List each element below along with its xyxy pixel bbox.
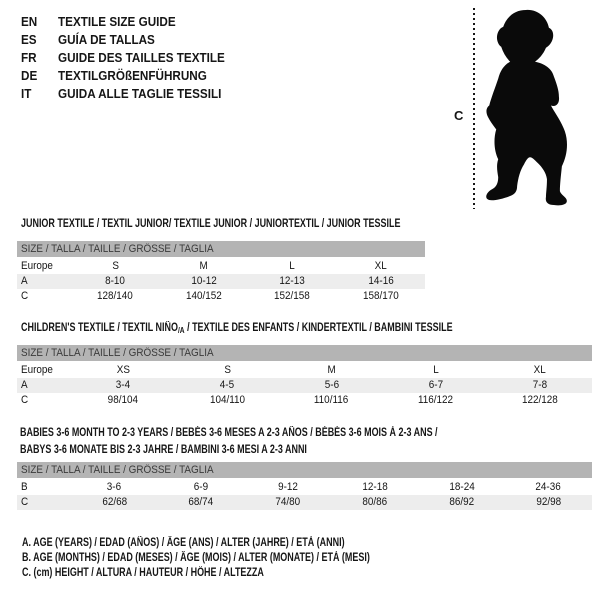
- table-cell: [337, 289, 426, 304]
- size-header-text: SIZE / TALLA / TAILLE / GRÖSSE / TAGLIA: [21, 347, 214, 359]
- table-cell: [71, 274, 160, 289]
- table-row: [17, 289, 425, 304]
- table-cell: [175, 393, 279, 408]
- cell-text: 14-16: [368, 275, 394, 287]
- table-cell: [384, 363, 488, 378]
- cell-text: 140/152: [185, 290, 222, 302]
- table-cell: [158, 480, 245, 495]
- cell-text: 80/86: [362, 496, 388, 508]
- size-header-bar: [17, 241, 425, 257]
- figure-height-label: C: [454, 108, 464, 123]
- table-cell: [248, 289, 337, 304]
- cell-text: 122/128: [522, 394, 558, 406]
- table-cell: [505, 480, 592, 495]
- section-title-line: [20, 442, 580, 459]
- table-cell: [488, 363, 592, 378]
- table-cell: [488, 393, 592, 408]
- language-code-text: IT: [21, 86, 32, 101]
- language-row: [21, 67, 243, 85]
- row-label-text: A: [21, 379, 28, 391]
- footnote-line: [22, 551, 468, 566]
- cell-text: 74/80: [275, 496, 301, 508]
- row-label-text: B: [21, 481, 28, 493]
- row-label-text: C: [21, 496, 29, 508]
- size-table: [17, 241, 425, 304]
- cell-text: 9-12: [278, 481, 298, 493]
- language-row: [21, 85, 243, 103]
- table-cell: [71, 378, 175, 393]
- language-row: [21, 31, 243, 49]
- table-cell: [337, 259, 426, 274]
- baby-silhouette-icon: [482, 9, 598, 207]
- title-segment: BABYS 3-6 MONATE BIS 2-3 JAHRE / BAMBINI 3-6 MESI A 2-3 ANNI: [20, 444, 307, 456]
- cell-text: 12-13: [279, 275, 305, 287]
- language-code-text: EN: [21, 14, 38, 29]
- table-row: [17, 259, 425, 274]
- table-cell: [71, 393, 175, 408]
- table-row: [17, 274, 425, 289]
- table-cell: [245, 480, 332, 495]
- footnote-text: C. (cm) HEIGHT / ALTURA / HAUTEUR / HÖHE / ALTEZZA: [22, 567, 264, 579]
- table-row: [17, 480, 592, 495]
- guide-title: [58, 13, 189, 31]
- row-label: [17, 289, 71, 304]
- cell-text: 6-7: [428, 379, 443, 391]
- language-title-list: [21, 13, 243, 103]
- row-label: [17, 259, 71, 274]
- cell-text: L: [432, 364, 439, 376]
- title-segment: JUNIOR TEXTILE / TEXTIL JUNIOR/ TEXTILE JUNIOR / JUNIORTEXTIL / JUNIOR TESSILE: [21, 218, 401, 230]
- cell-text: M: [199, 260, 208, 272]
- cell-text: 6-9: [194, 481, 209, 493]
- subscript-text: /A: [177, 325, 185, 335]
- table-cell: [158, 495, 245, 510]
- table-cell: [71, 259, 160, 274]
- table-cell: [248, 274, 337, 289]
- guide-title: [58, 67, 223, 85]
- table-row: [17, 393, 592, 408]
- row-label: [17, 393, 71, 408]
- cell-text: 24-36: [535, 481, 562, 493]
- title-segment: CHILDREN'S TEXTILE / TEXTIL NIÑO: [21, 322, 178, 334]
- table-cell: [505, 495, 592, 510]
- row-label-text: A: [21, 275, 28, 287]
- cell-text: 104/110: [209, 394, 245, 406]
- size-header-text: SIZE / TALLA / TAILLE / GRÖSSE / TAGLIA: [21, 464, 214, 476]
- cell-text: 116/122: [418, 394, 454, 406]
- footnote-line: [22, 566, 468, 581]
- cell-text: 3-6: [107, 481, 122, 493]
- cell-text: 62/68: [102, 496, 127, 508]
- language-code-text: ES: [21, 32, 37, 47]
- cell-text: 12-18: [362, 481, 388, 493]
- table-cell: [71, 495, 158, 510]
- cell-text: 4-5: [220, 379, 235, 391]
- table-row: [17, 378, 592, 393]
- cell-text: 92/98: [536, 496, 561, 508]
- table-cell: [160, 274, 249, 289]
- section-title: [21, 216, 461, 233]
- cell-text: 158/170: [362, 290, 399, 302]
- row-label-text: C: [21, 394, 29, 406]
- language-code: [21, 31, 58, 49]
- table-cell: [279, 363, 383, 378]
- footnotes: [22, 536, 468, 581]
- cell-text: S: [111, 260, 119, 272]
- cell-text: 8-10: [105, 275, 126, 287]
- table-cell: [245, 495, 332, 510]
- row-label: [17, 378, 71, 393]
- size-table: [17, 345, 592, 408]
- section-title-line: [20, 425, 580, 442]
- language-code-text: DE: [21, 68, 38, 83]
- row-label: [17, 495, 71, 510]
- table-cell: [337, 274, 426, 289]
- table-cell: [175, 363, 279, 378]
- guide-title-text: GUIDA ALLE TAGLIE TESSILI: [58, 86, 222, 101]
- section-title-line: [21, 216, 461, 233]
- cell-text: 10-12: [191, 275, 217, 287]
- guide-title: [58, 49, 243, 67]
- section-title: [21, 320, 581, 339]
- cell-text: S: [223, 364, 231, 376]
- language-code: [21, 67, 58, 85]
- footnote-text: B. AGE (MONTHS) / EDAD (MESES) / ÂGE (MOIS) / ALTER (MONATE) / ETÀ (MESI): [22, 552, 370, 564]
- table-cell: [331, 480, 418, 495]
- cell-text: 68/74: [188, 496, 214, 508]
- section-title-text: [20, 442, 307, 459]
- cell-text: 128/140: [97, 290, 134, 302]
- table-cell: [384, 393, 488, 408]
- cell-text: 3-4: [115, 379, 131, 391]
- language-row: [21, 13, 243, 31]
- cell-text: 5-6: [324, 379, 339, 391]
- section-title-text: [21, 216, 400, 233]
- row-label: [17, 274, 71, 289]
- title-segment: BABIES 3-6 MONTH TO 2-3 YEARS / BEBÉS 3-6 MESES A 2-3 AÑOS / BÉBÉS 3-6 MOIS À 2-3 ANS /: [20, 427, 438, 439]
- guide-title-text: GUIDE DES TAILLES TEXTILE: [58, 50, 225, 65]
- table-cell: [248, 259, 337, 274]
- table-cell: [488, 378, 592, 393]
- table-cell: [331, 495, 418, 510]
- section-title-text: [20, 425, 438, 442]
- size-table: [17, 462, 592, 510]
- language-row: [21, 49, 243, 67]
- table-row: [17, 495, 592, 510]
- table-cell: [418, 495, 505, 510]
- cell-text: L: [289, 260, 296, 272]
- cell-text: 98/104: [107, 394, 139, 406]
- language-code: [21, 49, 58, 67]
- row-label-text: Europe: [21, 364, 53, 376]
- cell-text: 110/116: [314, 394, 349, 406]
- row-label: [17, 480, 71, 495]
- table-cell: [279, 393, 383, 408]
- table-cell: [71, 289, 160, 304]
- guide-title: [58, 31, 166, 49]
- table-cell: [71, 363, 175, 378]
- table-cell: [71, 480, 158, 495]
- cell-text: 7-8: [532, 379, 548, 391]
- guide-title-text: GUÍA DE TALLAS: [58, 32, 155, 47]
- guide-title-text: TEXTILGRÖßENFÜHRUNG: [58, 68, 207, 83]
- footnote-text: A. AGE (YEARS) / EDAD (AÑOS) / ÂGE (ANS) / ALTER (JAHRE) / ETÀ (ANNI): [22, 537, 345, 549]
- guide-title: [58, 85, 240, 103]
- table-cell: [279, 378, 383, 393]
- table-cell: [384, 378, 488, 393]
- table-cell: [160, 259, 249, 274]
- language-code-text: FR: [21, 50, 37, 65]
- cell-text: XS: [116, 364, 130, 376]
- table-row: [17, 363, 592, 378]
- cell-text: 86/92: [449, 496, 475, 508]
- guide-title-text: TEXTILE SIZE GUIDE: [58, 14, 176, 29]
- cell-text: 18-24: [449, 481, 475, 493]
- cell-text: XL: [374, 260, 387, 272]
- table-cell: [160, 289, 249, 304]
- language-code: [21, 13, 58, 31]
- cell-text: 152/158: [274, 290, 311, 302]
- row-label: [17, 363, 71, 378]
- row-label-text: C: [21, 290, 29, 302]
- table-cell: [418, 480, 505, 495]
- language-code: [21, 85, 58, 103]
- title-segment: / TEXTILE DES ENFANTS / KINDERTEXTIL / BAMBINI TESSILE: [184, 322, 453, 334]
- table-cell: [175, 378, 279, 393]
- cell-text: M: [327, 364, 336, 376]
- size-header-bar: [17, 462, 592, 478]
- section-title-line: [21, 320, 581, 339]
- height-measure-dashed-line: [473, 8, 475, 209]
- size-header-text: SIZE / TALLA / TAILLE / GRÖSSE / TAGLIA: [21, 243, 214, 255]
- size-header-bar: [17, 345, 592, 361]
- row-label-text: Europe: [21, 260, 53, 272]
- section-title: [20, 425, 580, 459]
- footnote-line: [22, 536, 468, 551]
- cell-text: XL: [533, 364, 546, 376]
- section-title-text: [21, 320, 453, 339]
